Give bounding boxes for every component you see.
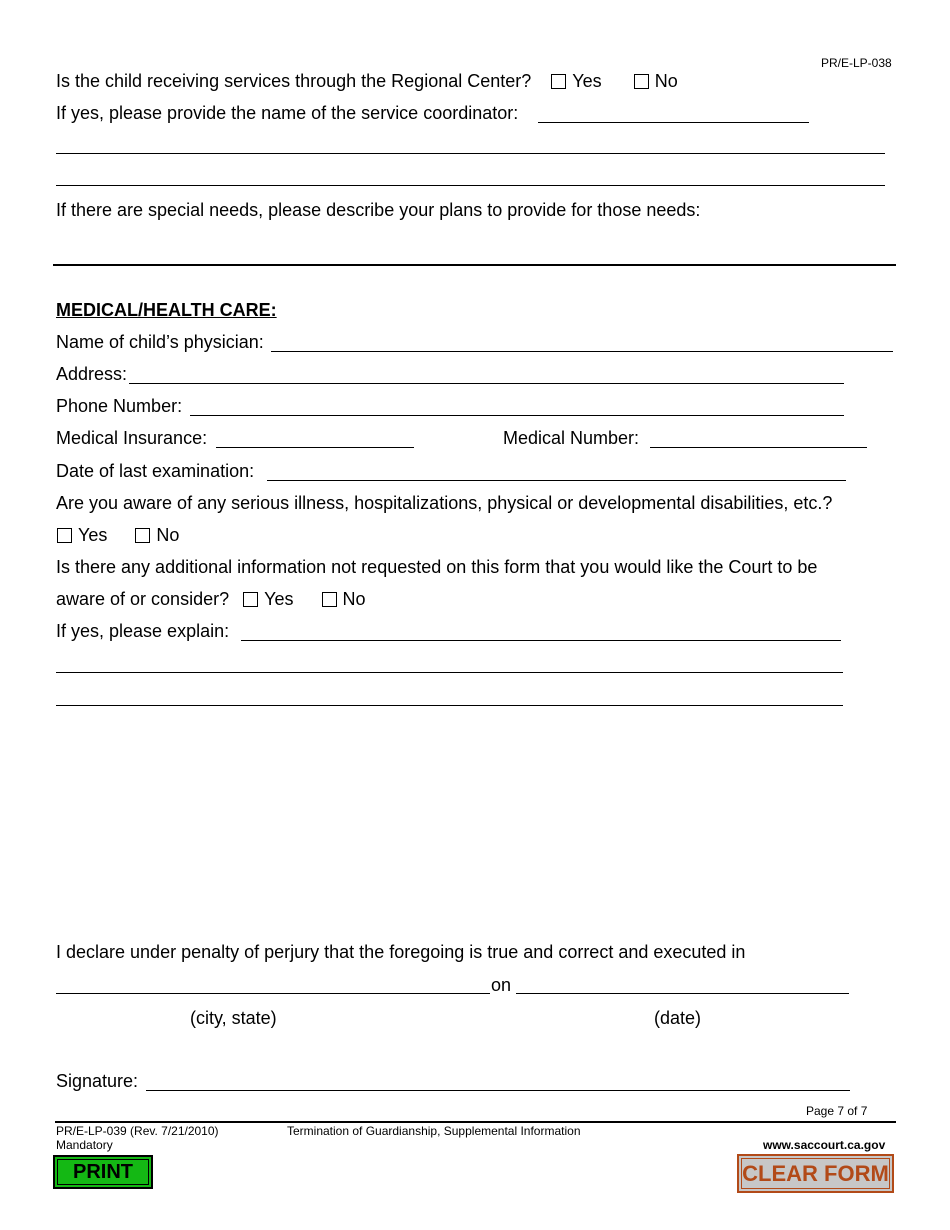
additional-no-checkbox[interactable] [322, 592, 337, 607]
regional-center-question-text: Is the child receiving services through the Regional Center? [56, 71, 532, 91]
medical-number-input-line[interactable] [650, 447, 867, 448]
additional-question-text: aware of or consider? [56, 589, 230, 609]
phone-input-line[interactable] [190, 415, 844, 416]
additional-yes-label: Yes [264, 589, 294, 609]
date-caption: (date) [654, 1008, 702, 1028]
last-exam-input-line[interactable] [267, 480, 846, 481]
city-state-input-line[interactable] [56, 993, 490, 994]
on-label: on [491, 975, 512, 995]
coordinator-extra-line-1[interactable] [56, 153, 885, 154]
coordinator-extra-line-2[interactable] [56, 185, 885, 186]
medical-heading: MEDICAL/HEALTH CARE: [56, 300, 277, 320]
page-number: Page 7 of 7 [806, 1104, 868, 1118]
physician-input-line[interactable] [271, 351, 893, 352]
medical-number-label: Medical Number: [503, 428, 640, 448]
phone-label: Phone Number: [56, 396, 183, 416]
signature-input-line[interactable] [146, 1090, 850, 1091]
declaration-statement: I declare under penalty of perjury that the foregoing is true and correct and executed in [56, 942, 746, 962]
explain-label: If yes, please explain: [56, 621, 230, 641]
explain-input-line-1[interactable] [241, 640, 841, 641]
additional-question-line2 [56, 588, 366, 610]
additional-yes-checkbox[interactable] [243, 592, 258, 607]
signature-label: Signature: [56, 1071, 139, 1091]
footer-form-title: Termination of Guardianship, Supplemental Information [287, 1124, 581, 1138]
regional-center-yes-checkbox[interactable] [551, 74, 566, 89]
explain-input-line-2[interactable] [56, 672, 843, 673]
illness-yes-label: Yes [78, 525, 108, 545]
coordinator-input-line[interactable] [538, 122, 809, 123]
insurance-label: Medical Insurance: [56, 428, 208, 448]
regional-center-question [56, 70, 678, 92]
date-input-line[interactable] [516, 993, 849, 994]
regional-center-yes-label: Yes [572, 71, 602, 91]
footer-form-number: PR/E-LP-039 (Rev. 7/21/2010) [56, 1124, 219, 1138]
city-state-caption: (city, state) [190, 1008, 277, 1028]
footer-divider [55, 1121, 896, 1123]
print-button[interactable]: PRINT [53, 1155, 153, 1189]
section-divider [53, 264, 896, 266]
additional-question-line1: Is there any additional information not requested on this form that you would like the Court to be [56, 557, 818, 577]
explain-input-line-3[interactable] [56, 705, 843, 706]
footer-mandatory: Mandatory [56, 1138, 113, 1152]
illness-no-checkbox[interactable] [135, 528, 150, 543]
form-code-top: PR/E-LP-038 [821, 56, 892, 70]
last-exam-label: Date of last examination: [56, 461, 255, 481]
special-needs-question: If there are special needs, please describe your plans to provide for those needs: [56, 200, 701, 220]
illness-no-label: No [156, 525, 180, 545]
physician-label: Name of child’s physician: [56, 332, 264, 352]
regional-center-no-checkbox[interactable] [634, 74, 649, 89]
coordinator-label: If yes, please provide the name of the service coordinator: [56, 103, 519, 123]
illness-yes-checkbox[interactable] [57, 528, 72, 543]
insurance-input-line[interactable] [216, 447, 414, 448]
address-label: Address: [56, 364, 128, 384]
regional-center-no-label: No [654, 71, 678, 91]
footer-website: www.saccourt.ca.gov [763, 1138, 886, 1152]
illness-question: Are you aware of any serious illness, hospitalizations, physical or developmental disabilities, etc.? [56, 493, 833, 513]
clear-form-button[interactable]: CLEAR FORM [737, 1154, 894, 1193]
additional-no-label: No [342, 589, 366, 609]
address-input-line[interactable] [129, 383, 844, 384]
illness-options [57, 524, 179, 546]
